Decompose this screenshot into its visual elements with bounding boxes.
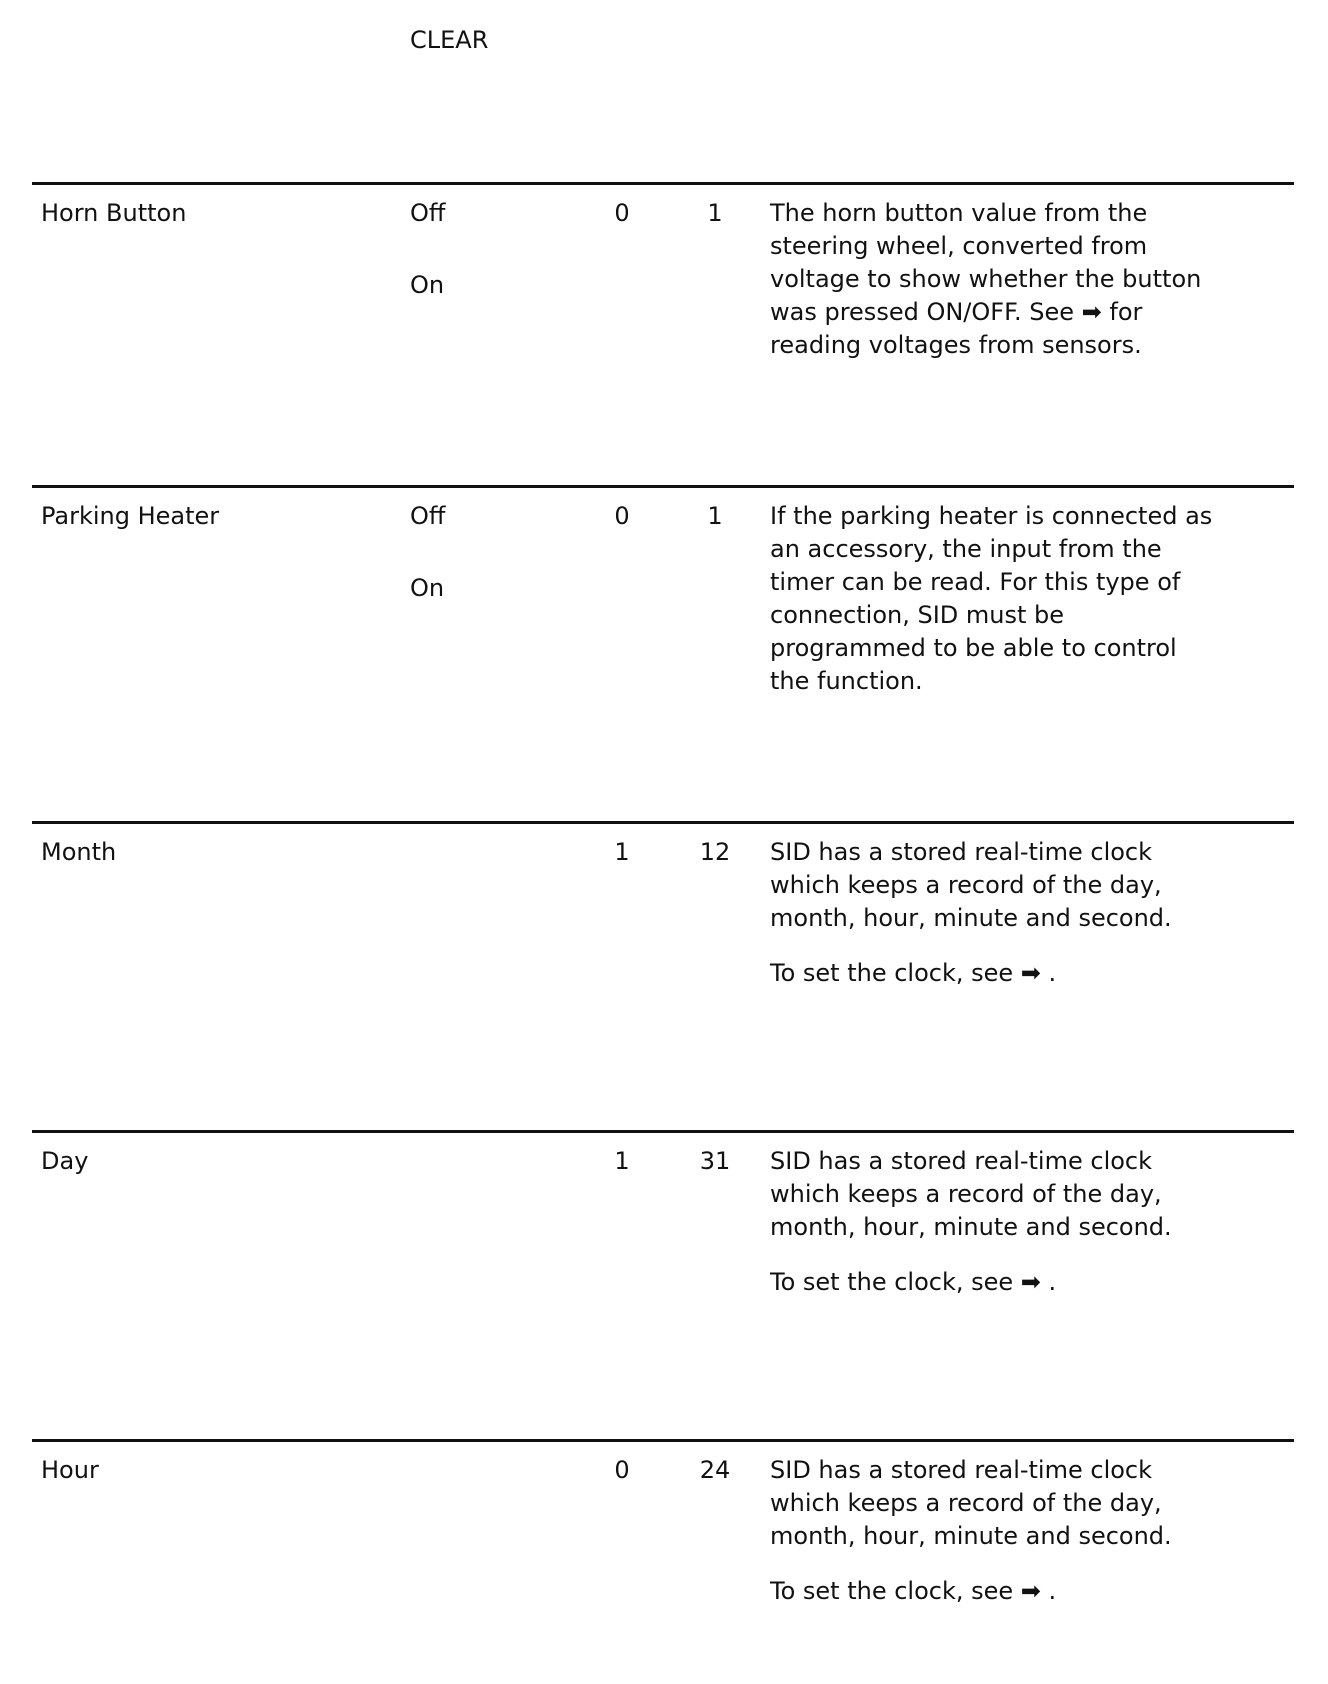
description <box>770 500 1212 698</box>
min-value: 1 <box>614 838 630 866</box>
min-value: 1 <box>614 1147 630 1175</box>
signal-value: On <box>410 574 445 602</box>
clock-note: To set the clock, see ➡ . <box>770 959 1057 987</box>
table-row <box>32 182 1294 359</box>
description-line: If the parking heater is connected as <box>770 502 1213 530</box>
signal-value: Off <box>410 502 446 530</box>
signal-name: Hour <box>41 1456 99 1484</box>
description-line: month, hour, minute and second. <box>770 1522 1172 1550</box>
max-value: 1 <box>707 199 723 227</box>
description <box>770 1145 1172 1299</box>
description-line: the function. <box>770 667 923 695</box>
description-line: connection, SID must be <box>770 601 1065 629</box>
description-line: SID has a stored real-time clock <box>770 1456 1153 1484</box>
min-value: 0 <box>614 502 630 530</box>
table-row <box>32 1130 1294 1296</box>
signal-name: Day <box>41 1147 89 1175</box>
description-line: was pressed ON/OFF. See ➡ for <box>770 298 1143 326</box>
description-line: month, hour, minute and second. <box>770 1213 1172 1241</box>
signal-name: Parking Heater <box>41 502 220 530</box>
description <box>770 197 1201 362</box>
signal-value: On <box>410 271 445 299</box>
min-value: 0 <box>614 199 630 227</box>
description-line: steering wheel, converted from <box>770 232 1148 260</box>
clock-note: To set the clock, see ➡ . <box>770 1268 1057 1296</box>
description-line: SID has a stored real-time clock <box>770 1147 1153 1175</box>
description-line: reading voltages from sensors. <box>770 331 1142 359</box>
table-row <box>32 485 1294 695</box>
description-line: which keeps a record of the day, <box>770 1489 1162 1517</box>
description-line: timer can be read. For this type of <box>770 568 1181 596</box>
description-line: month, hour, minute and second. <box>770 904 1172 932</box>
max-value: 12 <box>699 838 731 866</box>
description-line: voltage to show whether the button <box>770 265 1202 293</box>
min-value: 0 <box>614 1456 630 1484</box>
signal-name: Horn Button <box>41 199 187 227</box>
signal-name: Month <box>41 838 117 866</box>
description <box>770 1454 1172 1608</box>
clock-note: To set the clock, see ➡ . <box>770 1577 1057 1605</box>
max-value: 24 <box>699 1456 731 1484</box>
signal-value: Off <box>410 199 446 227</box>
description-line: an accessory, the input from the <box>770 535 1162 563</box>
signal-values <box>410 197 445 302</box>
description-line: The horn button value from the <box>770 199 1148 227</box>
max-value: 31 <box>699 1147 731 1175</box>
description-line: SID has a stored real-time clock <box>770 838 1153 866</box>
table-row <box>32 821 1294 987</box>
max-value: 1 <box>707 502 723 530</box>
table-row <box>32 1439 1294 1605</box>
clear-column-header: CLEAR <box>410 26 489 54</box>
description-line: programmed to be able to control <box>770 634 1177 662</box>
signal-values <box>410 500 445 605</box>
description-line: which keeps a record of the day, <box>770 1180 1162 1208</box>
description <box>770 836 1172 990</box>
description-line: which keeps a record of the day, <box>770 871 1162 899</box>
